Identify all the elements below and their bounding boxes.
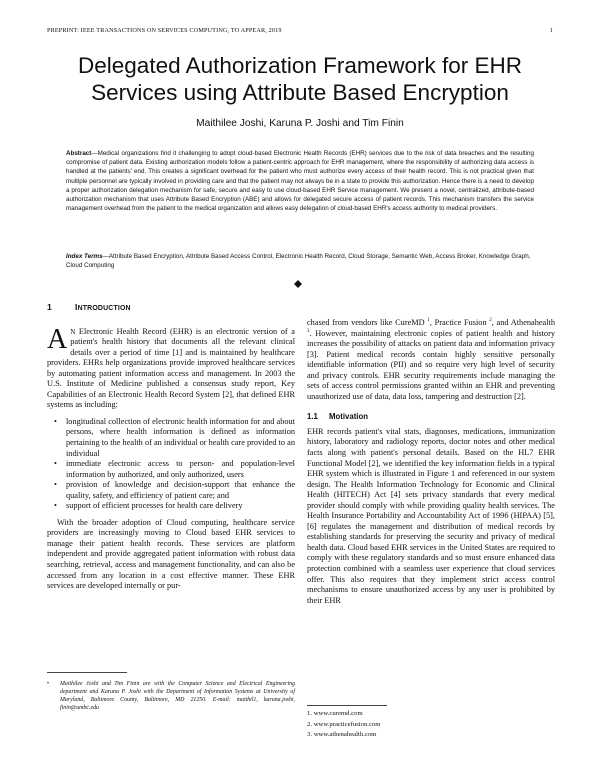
running-header bbox=[47, 27, 553, 34]
list-item: • provision of knowledge and decision-support that enhance the quality, safety, and efficiency of patient care; and bbox=[66, 480, 295, 501]
footnote-url: 2. www.practicefusion.com bbox=[307, 720, 381, 728]
section-title-rest: NTRODUCTION bbox=[77, 305, 131, 312]
index-terms-label: Index Terms bbox=[66, 253, 103, 260]
paragraph-text: , Practice Fusion bbox=[429, 318, 487, 327]
diamond-divider-icon bbox=[294, 280, 302, 288]
paragraph-text: . However, maintaining electronic copies of patient health and history increases the possibility of attacks on patient data and information privacy [3]. Patient medical records contain highly sensitive personally identifiable information (PII) and so require very high level of security and privacy controls. EHR security requirements include managing the sets of access control permissions granted within an EHR and preventing unauthorized use of data, data loss, tampering and destruction [2]. bbox=[307, 328, 555, 401]
paragraph-text: chased from vendors like CureMD bbox=[307, 318, 425, 327]
left-column bbox=[47, 302, 295, 592]
footnote-rule bbox=[307, 705, 387, 706]
list-item: • longitudinal collection of electronic health information for and about persons, where health information is defined as information pertaining to the health of an individual or health care provided to an individual bbox=[66, 417, 295, 459]
running-head-text: PREPRINT: IEEE TRANSACTIONS ON SERVICES COMPUTING, TO APPEAR, 2019 bbox=[47, 27, 282, 34]
intro-paragraph-2: With the broader adoption of Cloud computing, healthcare service providers are increasingly moving to Cloud based EHR services to manage their patient health records. These services are platform independent and provide aggregated patient information with robust data searching, retrieval, access and management functionality, and can also be accessed from any location in a cost effective manner. These EHR services are developed internally or pur- bbox=[47, 517, 295, 591]
section-title-first: I bbox=[75, 302, 78, 312]
section-number: 1 bbox=[47, 302, 52, 312]
footnote-mark: 3 bbox=[307, 328, 310, 334]
list-item: • support of efficient processes for health care delivery bbox=[66, 501, 295, 512]
page-number: 1 bbox=[549, 27, 553, 34]
abstract-label: Abstract bbox=[66, 150, 92, 157]
subsection-heading-motivation bbox=[307, 412, 555, 423]
intro-paragraph-3 bbox=[307, 318, 555, 402]
intro-paragraph-1 bbox=[47, 323, 295, 411]
section-heading-introduction bbox=[47, 302, 295, 315]
ehr-capabilities-list bbox=[47, 417, 295, 512]
abstract bbox=[66, 149, 534, 213]
motivation-paragraph: EHR records patient's vital stats, diagnoses, medications, immunization history, laboratory and radiology reports, doctor notes and other medical facts along with patient's personal details. Based on the HL7 EHR Functional Model [2], we identified the key information fields in a typical EHR system which is illustrated in Figure 1 and referenced in our system design. The Health Information Technology for Economic and Clinical Health (HITECH) Act [4] sets privacy standards that every medical provider should comply with while providing quality health services. The Health Insurance Portability and Accountability Act of 1996 (HIPAA) [5], [6] regulates the management and distribution of medical records by establishing standards for preserving the security and privacy of medical health data. Cloud based EHR services in the United States are required to comply with these regulatory standards and so must ensure enhanced data protection combined with a seamless user experience that cloud services offer. This also requires that they implement strict access control mechanisms to ensure unauthorized access by any user is prohibited by their EHR bbox=[307, 426, 555, 605]
footnote-mark: 1 bbox=[427, 318, 430, 324]
url-footnotes bbox=[307, 705, 555, 741]
abstract-text: —Medical organizations find it challenging to adopt cloud-based Electronic Health Records (EHR) services due to the risk of data breaches and the resulting compromise of patient data. Existing authorization models follow a patient-centric approach for EHR management, where the responsibility of authorizing data access is handled at the patients' end. This creates a significant overhead for the patient who must authorize every access of their health record. This is not practical given that multiple personnel are typically involved in providing care and that the patient may not always be in a state to provide this authorization. Hence there is a need to develop a proper authorization delegation mechanism for safe, secure and easy to use cloud-based EHR Service management. We present a novel, centralized, attribute-based authorization mechanism that uses Attribute Based Encryption (ABE) and allows for delegated secure access of patient records. This mechanism transfers the service management overhead from the patient to the medical organization and allows easy delegation of cloud-based EHR's access authority to medical providers. bbox=[66, 150, 534, 213]
subsection-title: Motivation bbox=[329, 412, 368, 422]
right-column bbox=[307, 318, 555, 606]
list-item: • immediate electronic access to person- and population-level information by authorized, and only authorized, users bbox=[66, 459, 295, 480]
footnote-mark: 2 bbox=[489, 318, 492, 324]
index-terms-text: —Attribute Based Encryption, Attribute Based Access Control, Electronic Health Record, Cloud Storage, Semantic Web, Access Broker, Knowledge Graph, Cloud Computing bbox=[66, 253, 531, 270]
authors: Maithilee Joshi, Karuna P. Joshi and Tim Finin bbox=[196, 118, 404, 129]
subsection-number: 1.1 bbox=[307, 412, 318, 422]
footnote-rule bbox=[47, 672, 127, 673]
footnote-url: 1. www.curemd.com bbox=[307, 710, 363, 717]
paragraph-text: , and Athenahealth bbox=[491, 318, 555, 327]
intro-paragraph-1-text: Electronic Health Record (EHR) is an electronic version of a patient's health history that documents all the relevant clinical details over a period of time [1] and is maintained by healthcare providers. EHRs help organizations provide improved healthcare services by automating patient information access and management. In 2003 the U.S. Institute of Medicine published a consensus study report, Key Capabilities of an Electronic Health Record System [2], that defined EHR systems as including: bbox=[47, 326, 295, 410]
first-word: N bbox=[70, 327, 76, 336]
footnote-url: 3. www.athenahealth.com bbox=[307, 731, 377, 739]
drop-cap: A bbox=[47, 323, 68, 355]
footnote-bullet: • bbox=[47, 681, 50, 687]
paper-title: Delegated Authorization Framework for EHR Services using Attribute Based Encryption bbox=[78, 53, 522, 105]
index-terms bbox=[66, 252, 534, 270]
affiliation-footnote bbox=[47, 680, 295, 712]
affiliation-footnote-text: Maithilee Joshi and Tim Finin are with the Computer Science and Electrical Engineering department and Karuna P. Joshi with the Department of Information Systems at University of Maryland, Baltimore County, Baltimore, MD 21250. E-mail: maithil1, karuna.joshi, finin@umbc.edu bbox=[60, 681, 295, 711]
